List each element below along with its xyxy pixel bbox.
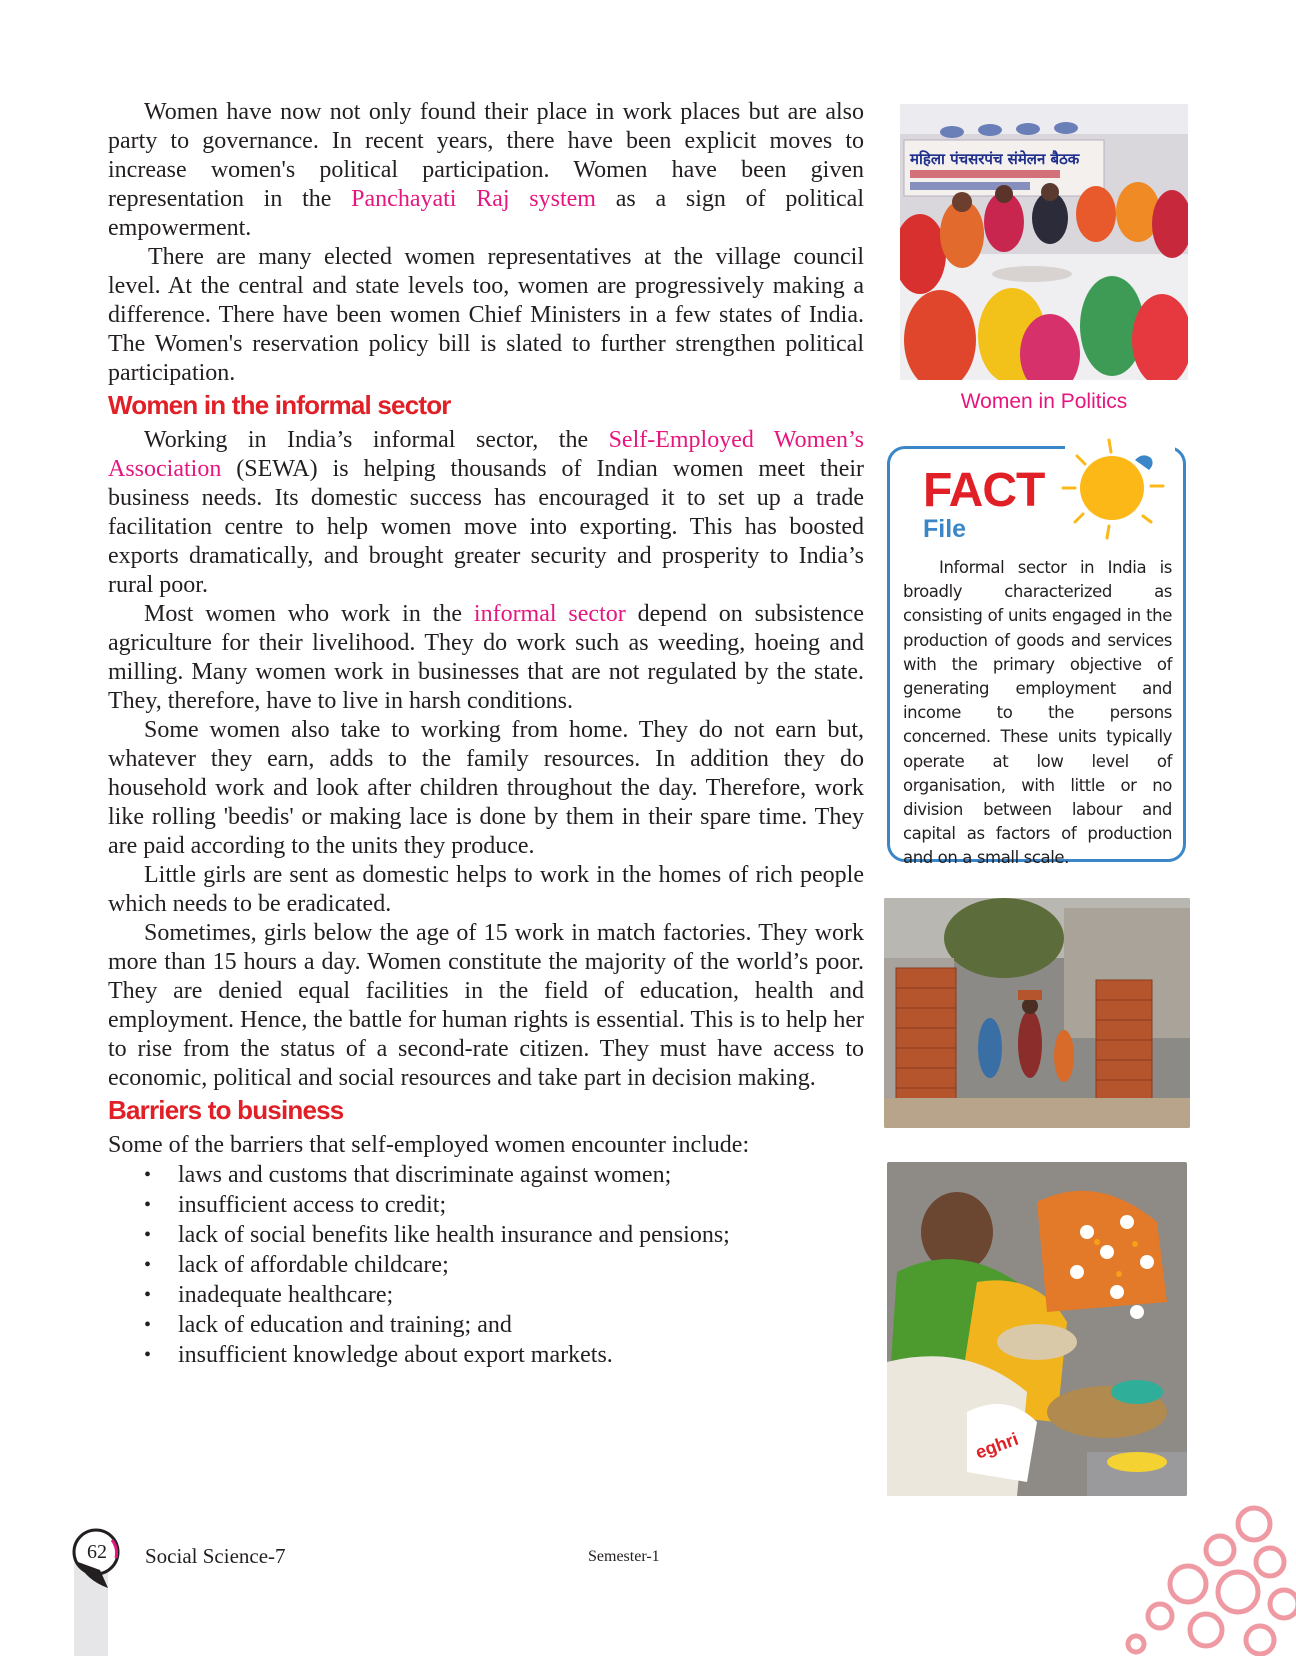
women-construction-photo xyxy=(884,898,1190,1128)
list-item xyxy=(108,1250,864,1280)
paragraph-work-from-home: Some women also take to working from home. They do not earn but, whatever they earn, adds to the family resources. In addition they do household work and look after children throughout the day. Therefore, work like rolling 'beedis' or making lace is done by them in their spare time. They are paid according to the units they produce. xyxy=(108,717,864,859)
bullet-icon: • xyxy=(144,1284,152,1306)
main-text-column xyxy=(108,98,864,1370)
paragraph-subsistence xyxy=(108,600,864,716)
heading-barriers: Barriers to business xyxy=(108,1095,344,1125)
paragraph-barriers-intro: Some of the barriers that self-employed women encounter include: xyxy=(108,1132,750,1158)
paragraph-text: as a sign of political empowerment. xyxy=(108,186,864,241)
bullet-icon: • xyxy=(144,1344,152,1366)
list-item-text: insufficient knowledge about export markets. xyxy=(178,1342,613,1368)
women-in-politics-photo xyxy=(900,104,1188,380)
flower-seller-illustration xyxy=(887,1162,1187,1496)
keyword-informal-sector: informal sector xyxy=(473,601,626,627)
heading-informal-sector: Women in the informal sector xyxy=(108,390,451,420)
fact-paragraph: Informal sector in India is broadly characterized as consisting of units engaged in the production of goods and services with the primary objective of generating employment and income to the persons concerned. These units typically operate at low level of organisation, with little or no division between labour and capital as factors of production and on a small scale. xyxy=(903,558,1172,868)
bullet-icon: • xyxy=(144,1224,152,1246)
paragraph-text: Most women who work in the xyxy=(144,601,474,627)
fact-title: FACT xyxy=(923,464,1045,517)
decorative-circles-icon xyxy=(1120,1500,1296,1656)
page-number: 62 xyxy=(87,1541,107,1563)
list-item xyxy=(108,1190,864,1220)
women-meeting-illustration xyxy=(900,104,1188,380)
list-item-text: inadequate healthcare; xyxy=(178,1282,394,1308)
keyword-sewa: Self-Employed Women’s Association xyxy=(108,427,864,482)
list-item-text: insufficient access to credit; xyxy=(178,1192,447,1218)
paragraph-domestic-helps: Little girls are sent as domestic helps to work in the homes of rich people which needs to be eradicated. xyxy=(108,862,864,917)
list-item xyxy=(108,1160,864,1190)
paragraph-text: (SEWA) is helping thousands of Indian women meet their business needs. Its domestic success has encouraged it to set up a trade facilitation centre to help women move into exporting. This has boosted exports dramatically, and brought greater security and prosperity to India’s rural poor. xyxy=(108,456,864,598)
list-item-text: laws and customs that discriminate against women; xyxy=(178,1162,672,1188)
bullet-icon: • xyxy=(144,1164,152,1186)
paragraph-text: depend on subsistence agriculture for their livelihood. They do work such as weeding, hoeing and milling. Many women work in businesses that are not regulated by the state. They, therefore, have to live in harsh conditions. xyxy=(108,601,864,714)
fact-text xyxy=(903,556,1172,871)
lightbulb-icon xyxy=(1055,438,1175,548)
paragraph-match-factories: Sometimes, girls below the age of 15 work in match factories. They work more than 15 hours a day. Women constitute the majority of the world’s poor. They are denied equal facilities in the field of education, health and employment. Hence, the battle for human rights is essential. This is to help her to rise from the status of a second-rate citizen. They must have access to economic, political and social resources and take part in decision making. xyxy=(108,920,864,1091)
brick-workers-illustration xyxy=(884,898,1190,1128)
women-flower-market-photo xyxy=(887,1162,1187,1496)
paragraph-representatives: There are many elected women representatives at the village council level. At the central and state levels too, women are progressively making a difference. There have been women Chief Ministers in a few states of India. The Women's reservation policy bill is slated to further strengthen political participation. xyxy=(108,244,864,386)
list-item xyxy=(108,1220,864,1250)
list-item xyxy=(108,1340,864,1370)
paragraph-text: Women have now not only found their place in work places but are also party to governance. In recent years, there have been explicit moves to increase women's political participation. Women have been given representation in the xyxy=(108,99,864,212)
bullet-icon: • xyxy=(144,1254,152,1276)
banner-text: महिला पंचसरपंच संमेलन बैठक xyxy=(910,150,1080,168)
svg-text:eghri: eghri xyxy=(972,1428,1021,1463)
paragraph-text: Working in India’s informal sector, the xyxy=(144,427,609,453)
semester-label: Semester-1 xyxy=(588,1548,660,1565)
fact-subtitle: File xyxy=(923,515,967,543)
bullet-icon: • xyxy=(144,1314,152,1336)
list-item xyxy=(108,1310,864,1340)
bullet-icon: • xyxy=(144,1194,152,1216)
barriers-list xyxy=(108,1160,864,1370)
paragraph-governance xyxy=(108,98,864,243)
list-item xyxy=(108,1280,864,1310)
list-item-text: lack of education and training; and xyxy=(178,1312,512,1338)
list-item-text: lack of social benefits like health insurance and pensions; xyxy=(178,1222,730,1248)
list-item-text: lack of affordable childcare; xyxy=(178,1252,449,1278)
photo-caption: Women in Politics xyxy=(960,390,1128,413)
keyword-panchayati-raj: Panchayati Raj system xyxy=(351,186,596,212)
paragraph-sewa xyxy=(108,426,864,600)
book-title: Social Science-7 xyxy=(145,1544,286,1568)
